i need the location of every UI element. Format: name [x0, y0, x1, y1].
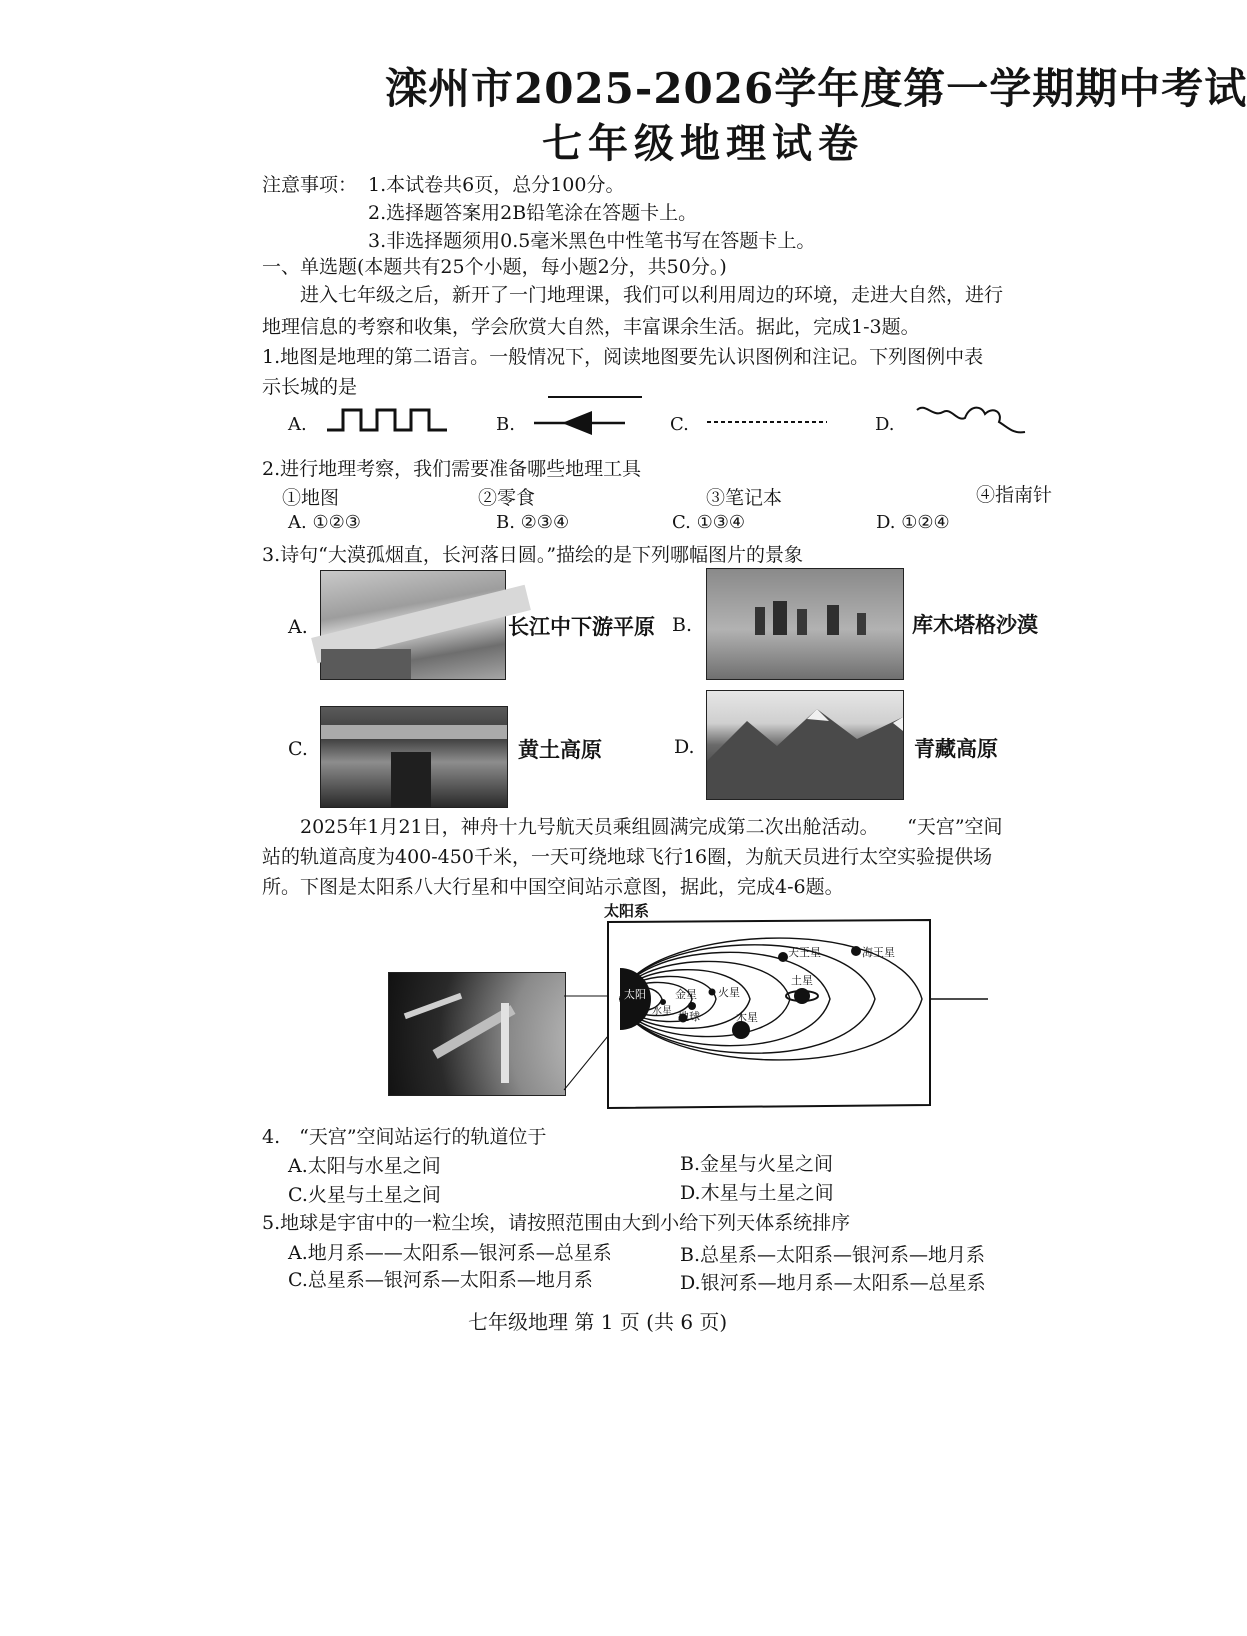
q3-caption: 长江中下游平原	[508, 615, 655, 639]
q2-option-a[interactable]: A. ①②③	[288, 512, 361, 533]
page-footer: 七年级地理 第 1 页 (共 6 页)	[468, 1310, 728, 1334]
q4-option-a[interactable]: A.太阳与水星之间	[288, 1155, 441, 1177]
solar-system-diagram	[560, 900, 990, 1115]
intro-line: 进入七年级之后，新开了一门地理课，我们可以利用周边的环境，走进大自然，进行	[300, 284, 1004, 306]
q2-option-d[interactable]: D. ①②④	[876, 512, 950, 533]
planet-label-uranus: 天王星	[788, 946, 821, 959]
planet-label-neptune: 海王星	[862, 946, 895, 959]
q5-option-a[interactable]: A.地月系——太阳系—银河系—总星系	[288, 1242, 612, 1264]
q2-item: ②零食	[478, 487, 536, 509]
q4-stem: 4. “天宫”空间站运行的轨道位于	[262, 1126, 547, 1148]
diagram-title: 太阳系	[604, 902, 650, 920]
q5-stem: 5.地球是宇宙中的一粒尘埃，请按照范围由大到小给下列天体系统排序	[262, 1212, 851, 1234]
great-wall-symbol-icon	[325, 402, 450, 436]
plain-river-photo[interactable]	[320, 570, 506, 680]
sun-label: 太阳	[624, 988, 646, 1001]
q2-item: ③笔记本	[706, 487, 783, 509]
q1-stem: 示长城的是	[262, 376, 358, 398]
passage-line: 2025年1月21日，神舟十九号航天员乘组圆满完成第二次出舱活动。 “天宫”空间	[300, 816, 1003, 838]
planet-label-mars: 火星	[718, 986, 740, 999]
river-symbol-icon	[913, 398, 1028, 444]
loess-plateau-photo[interactable]	[320, 706, 508, 808]
note-item: 1.本试卷共6页，总分100分。	[368, 174, 625, 196]
q3-option-c[interactable]: C.	[288, 738, 308, 760]
q2-stem: 2.进行地理考察，我们需要准备哪些地理工具	[262, 458, 642, 480]
planet-label-venus: 金星	[675, 988, 697, 1001]
q4-option-c[interactable]: C.火星与土星之间	[288, 1184, 441, 1206]
q3-caption: 库木塔格沙漠	[912, 613, 1038, 637]
planet-label-jupiter: 木星	[736, 1011, 758, 1024]
q3-option-b[interactable]: B.	[672, 614, 693, 636]
q5-option-d[interactable]: D.银河系—地月系—太阳系—总星系	[680, 1272, 986, 1294]
q2-item: ④指南针	[976, 484, 1053, 506]
tibetan-plateau-photo[interactable]	[706, 690, 904, 800]
q5-option-b[interactable]: B.总星系—太阳系—银河系—地月系	[680, 1244, 986, 1266]
q2-item: ①地图	[282, 487, 340, 509]
q3-stem: 3.诗句“大漠孤烟直，长河落日圆。”描绘的是下列哪幅图片的景象	[262, 544, 804, 566]
intro-line: 地理信息的考察和收集，学会欣赏大自然，丰富课余生活。据此，完成1-3题。	[262, 316, 920, 338]
q3-caption: 黄土高原	[518, 738, 602, 762]
space-station-photo[interactable]	[388, 972, 566, 1096]
planet-label-earth: 地球	[678, 1010, 700, 1023]
note-item: 3.非选择题须用0.5毫米黑色中性笔书写在答题卡上。	[368, 230, 816, 252]
q1-stem: 1.地图是地理的第二语言。一般情况下，阅读地图要先认识图例和注记。下列图例中表	[262, 346, 984, 368]
q1-option-a[interactable]: A.	[288, 414, 307, 435]
q5-option-c[interactable]: C.总星系—银河系—太阳系—地月系	[288, 1269, 593, 1291]
note-item: 2.选择题答案用2B铅笔涂在答题卡上。	[368, 202, 698, 224]
passage-line: 站的轨道高度为400-450千米，一天可绕地球飞行16圈，为航天员进行太空实验提供场	[262, 846, 993, 868]
arrow-symbol-icon	[530, 392, 645, 442]
q3-caption: 青藏高原	[914, 737, 998, 761]
planet-label-mercury: 水星	[652, 1006, 672, 1017]
exam-title: 滦州市2025-2026学年度第一学期期中考试	[385, 64, 1247, 113]
q4-option-b[interactable]: B.金星与火星之间	[680, 1153, 834, 1175]
q2-option-b[interactable]: B. ②③④	[496, 512, 570, 533]
q1-option-d[interactable]: D.	[875, 414, 895, 435]
exam-subtitle: 七年级地理试卷	[542, 120, 864, 167]
section-heading: 一、单选题(本题共有25个小题，每小题2分，共50分。)	[262, 256, 727, 278]
desert-photo[interactable]	[706, 568, 904, 680]
q3-option-a[interactable]: A.	[288, 616, 308, 638]
q1-option-b[interactable]: B.	[496, 414, 515, 435]
planet-label-saturn: 土星	[791, 974, 813, 987]
notes-label: 注意事项：	[262, 174, 358, 196]
q3-option-d[interactable]: D.	[674, 736, 695, 758]
passage-line: 所。下图是太阳系八大行星和中国空间站示意图，据此，完成4-6题。	[262, 876, 844, 898]
q2-option-c[interactable]: C. ①③④	[672, 512, 745, 533]
q1-option-c[interactable]: C.	[670, 414, 689, 435]
q4-option-d[interactable]: D.木星与土星之间	[680, 1182, 834, 1204]
dashed-line-symbol-icon	[705, 414, 830, 430]
